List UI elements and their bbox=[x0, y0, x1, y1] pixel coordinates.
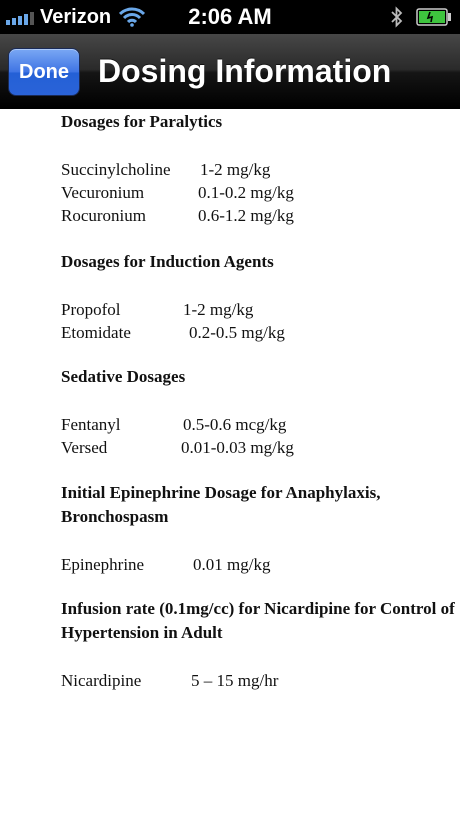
battery-icon bbox=[416, 8, 452, 26]
bluetooth-icon bbox=[390, 6, 404, 28]
section-heading-epinephrine bbox=[61, 481, 460, 529]
status-bar bbox=[0, 0, 460, 34]
drug-name: Rocuronium bbox=[61, 206, 146, 225]
drug-name: Versed bbox=[61, 438, 108, 457]
dose-row bbox=[61, 669, 460, 692]
clock: 2:06 AM bbox=[188, 4, 272, 29]
heading-line: Infusion rate (0.1mg/cc) for Nicardipine for Control of bbox=[61, 599, 455, 618]
carrier-label: Verizon bbox=[40, 5, 112, 28]
drug-name: Nicardipine bbox=[61, 671, 142, 690]
drug-name: Vecuronium bbox=[61, 183, 145, 202]
dose-row bbox=[61, 181, 460, 204]
dose-row bbox=[61, 204, 460, 227]
drug-name: Epinephrine bbox=[61, 555, 145, 574]
page-title: Dosing Information bbox=[98, 53, 392, 89]
drug-dose: 0.1-0.2 mg/kg bbox=[198, 183, 294, 202]
dose-row bbox=[61, 413, 460, 436]
status-right bbox=[390, 0, 452, 34]
drug-name: Succinylcholine bbox=[61, 160, 171, 179]
section-heading-nicardipine bbox=[61, 597, 460, 645]
heading-line: Initial Epinephrine Dosage for Anaphylaxis, bbox=[61, 483, 381, 502]
drug-dose: 0.5-0.6 mcg/kg bbox=[183, 415, 287, 434]
drug-dose: 0.01-0.03 mg/kg bbox=[181, 438, 294, 457]
drug-dose: 1-2 mg/kg bbox=[200, 160, 271, 179]
navigation-bar bbox=[0, 34, 460, 109]
done-button[interactable]: Done bbox=[8, 48, 80, 96]
drug-dose: 0.2-0.5 mg/kg bbox=[189, 323, 285, 342]
dose-row bbox=[61, 158, 460, 181]
heading-line: Bronchospasm bbox=[61, 507, 169, 526]
section-heading-sedative: Sedative Dosages bbox=[61, 367, 186, 386]
heading-line: Hypertension in Adult bbox=[61, 623, 223, 642]
drug-name: Propofol bbox=[61, 300, 121, 319]
dose-row bbox=[61, 436, 460, 459]
drug-name: Fentanyl bbox=[61, 415, 121, 434]
drug-dose: 0.01 mg/kg bbox=[193, 555, 271, 574]
section-heading-paralytics: Dosages for Paralytics bbox=[61, 112, 223, 131]
dose-row bbox=[61, 321, 460, 344]
drug-dose: 5 – 15 mg/hr bbox=[191, 671, 279, 690]
drug-dose: 0.6-1.2 mg/kg bbox=[198, 206, 294, 225]
drug-name: Etomidate bbox=[61, 323, 131, 342]
section-heading-induction: Dosages for Induction Agents bbox=[61, 252, 274, 271]
dose-row bbox=[61, 298, 460, 321]
dosing-content bbox=[61, 108, 460, 692]
drug-dose: 1-2 mg/kg bbox=[183, 300, 254, 319]
dose-row bbox=[61, 553, 460, 576]
